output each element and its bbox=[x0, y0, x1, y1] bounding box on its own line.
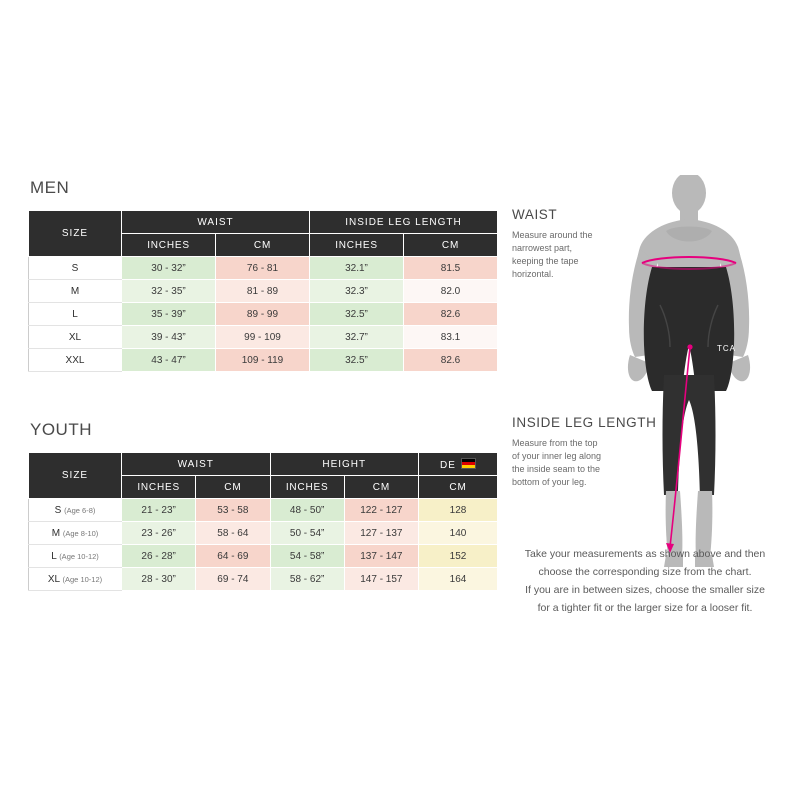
row-size: XL bbox=[29, 326, 122, 349]
header-de-label: DE bbox=[440, 459, 456, 471]
header-height: HEIGHT bbox=[270, 453, 419, 476]
cell-waist-inches: 32 - 35” bbox=[122, 280, 216, 303]
brand-logo-text: TCA bbox=[717, 344, 736, 353]
cell-height-inches: 48 - 50” bbox=[270, 499, 344, 522]
subheader-waist-inches: INCHES bbox=[122, 476, 196, 499]
table-header-row bbox=[29, 211, 498, 234]
footnote-line: If you are in between sizes, choose the smaller size bbox=[525, 584, 765, 596]
instructions-footnote bbox=[505, 545, 785, 617]
table-row bbox=[29, 568, 498, 591]
row-size-label: XL bbox=[47, 573, 60, 585]
cell-leg-inches: 32.5” bbox=[310, 349, 404, 372]
row-size: L bbox=[29, 303, 122, 326]
header-inside-leg-length: INSIDE LEG LENGTH bbox=[310, 211, 498, 234]
table-row bbox=[29, 303, 498, 326]
table-row bbox=[29, 349, 498, 372]
header-size: SIZE bbox=[29, 453, 122, 499]
table-header-row bbox=[29, 453, 498, 476]
cell-waist-cm: 53 - 58 bbox=[196, 499, 270, 522]
cell-leg-cm: 82.6 bbox=[404, 349, 498, 372]
cell-waist-inches: 39 - 43” bbox=[122, 326, 216, 349]
cell-waist-inches: 26 - 28” bbox=[122, 545, 196, 568]
men-section bbox=[28, 178, 498, 372]
cell-leg-inches: 32.5” bbox=[310, 303, 404, 326]
cell-waist-inches: 30 - 32” bbox=[122, 257, 216, 280]
row-size: S bbox=[29, 257, 122, 280]
inside-leg-guide-body: Measure from the top of your inner leg along the inside seam to the bottom of your leg. bbox=[512, 438, 602, 487]
subheader-waist-cm: CM bbox=[196, 476, 270, 499]
row-size: M bbox=[29, 280, 122, 303]
row-size: XXL bbox=[29, 349, 122, 372]
subheader-leg-cm: CM bbox=[404, 234, 498, 257]
cell-height-cm: 137 - 147 bbox=[344, 545, 418, 568]
cell-waist-cm: 58 - 64 bbox=[196, 522, 270, 545]
footnote-line: for a tighter fit or the larger size for a looser fit. bbox=[537, 602, 753, 614]
cell-waist-cm: 69 - 74 bbox=[196, 568, 270, 591]
subheader-height-inches: INCHES bbox=[270, 476, 344, 499]
cell-waist-inches: 21 - 23” bbox=[122, 499, 196, 522]
subheader-leg-inches: INCHES bbox=[310, 234, 404, 257]
cell-waist-cm: 109 - 119 bbox=[216, 349, 310, 372]
men-size-table bbox=[28, 210, 498, 372]
cell-waist-cm: 89 - 99 bbox=[216, 303, 310, 326]
cell-height-inches: 54 - 58” bbox=[270, 545, 344, 568]
header-waist: WAIST bbox=[122, 453, 271, 476]
men-title: MEN bbox=[30, 178, 70, 197]
cell-leg-cm: 82.0 bbox=[404, 280, 498, 303]
cell-de: 128 bbox=[419, 499, 498, 522]
waist-guide bbox=[512, 207, 602, 281]
row-size-age: (Age 10-12) bbox=[62, 574, 103, 584]
cell-leg-cm: 83.1 bbox=[404, 326, 498, 349]
header-size: SIZE bbox=[29, 211, 122, 257]
subheader-de-cm: CM bbox=[419, 476, 498, 499]
cell-height-cm: 147 - 157 bbox=[344, 568, 418, 591]
cell-waist-cm: 81 - 89 bbox=[216, 280, 310, 303]
row-size-age: (Age 10-12) bbox=[59, 551, 99, 561]
cell-de: 164 bbox=[419, 568, 498, 591]
row-size bbox=[29, 568, 122, 591]
cell-leg-inches: 32.7” bbox=[310, 326, 404, 349]
cell-de: 140 bbox=[419, 522, 498, 545]
table-row bbox=[29, 545, 498, 568]
table-row bbox=[29, 522, 498, 545]
cell-waist-cm: 64 - 69 bbox=[196, 545, 270, 568]
cell-de: 152 bbox=[419, 545, 498, 568]
cell-waist-inches: 43 - 47” bbox=[122, 349, 216, 372]
header-de bbox=[419, 453, 498, 476]
youth-title: YOUTH bbox=[30, 420, 92, 439]
footnote-line: Take your measurements as shown above and then bbox=[524, 548, 766, 560]
cell-waist-cm: 76 - 81 bbox=[216, 257, 310, 280]
row-size-label: L bbox=[51, 550, 57, 562]
table-row bbox=[29, 257, 498, 280]
inside-leg-guide-title: INSIDE LEG LENGTH bbox=[512, 415, 657, 430]
table-row bbox=[29, 499, 498, 522]
cell-leg-inches: 32.3” bbox=[310, 280, 404, 303]
cell-waist-cm: 99 - 109 bbox=[216, 326, 310, 349]
cell-waist-inches: 28 - 30” bbox=[122, 568, 196, 591]
cell-waist-inches: 35 - 39” bbox=[122, 303, 216, 326]
waist-guide-body: Measure around the narrowest part, keeping the tape horizontal. bbox=[512, 230, 593, 279]
figure-svg bbox=[604, 175, 774, 575]
row-size-label: S bbox=[54, 504, 62, 516]
waist-guide-title: WAIST bbox=[512, 207, 558, 222]
row-size-age: (Age 8-10) bbox=[62, 528, 99, 538]
row-size-age: (Age 6-8) bbox=[64, 505, 96, 515]
cell-leg-cm: 82.6 bbox=[404, 303, 498, 326]
cell-leg-cm: 81.5 bbox=[404, 257, 498, 280]
cell-height-inches: 58 - 62” bbox=[270, 568, 344, 591]
row-size bbox=[29, 545, 122, 568]
subheader-waist-inches: INCHES bbox=[122, 234, 216, 257]
row-size-label: M bbox=[51, 527, 61, 539]
row-size bbox=[29, 522, 122, 545]
model-figure-illustration bbox=[604, 175, 774, 575]
youth-size-table bbox=[28, 452, 498, 591]
cell-height-cm: 122 - 127 bbox=[344, 499, 418, 522]
subheader-height-cm: CM bbox=[344, 476, 418, 499]
youth-section bbox=[28, 420, 498, 591]
cell-waist-inches: 23 - 26” bbox=[122, 522, 196, 545]
cell-height-cm: 127 - 137 bbox=[344, 522, 418, 545]
table-row bbox=[29, 280, 498, 303]
table-row bbox=[29, 326, 498, 349]
row-size bbox=[29, 499, 122, 522]
cell-leg-inches: 32.1” bbox=[310, 257, 404, 280]
germany-flag-icon bbox=[461, 458, 476, 469]
footnote-line: choose the corresponding size from the chart. bbox=[538, 566, 752, 578]
subheader-waist-cm: CM bbox=[216, 234, 310, 257]
cell-height-inches: 50 - 54” bbox=[270, 522, 344, 545]
header-waist: WAIST bbox=[122, 211, 310, 234]
